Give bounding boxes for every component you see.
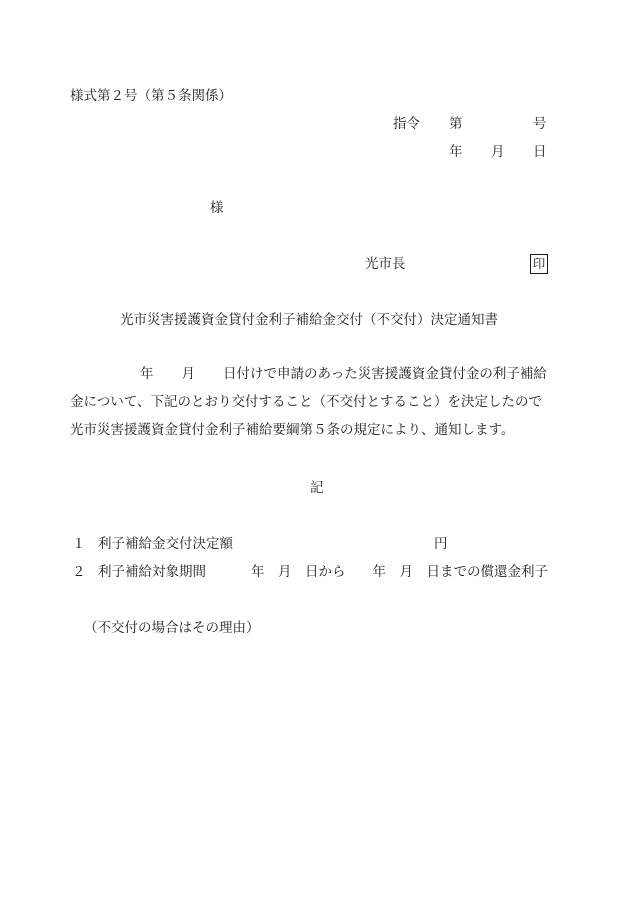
body-line-1-text: 日付けで申請のあった災害援護資金貸付金の利子補給 (223, 366, 547, 382)
body-line-3: 光市災害援護資金貸付金利子補給要綱第５条の規定により、通知します。 (70, 422, 515, 438)
body-line-1 (70, 368, 580, 396)
item-1-label: 利子補給金交付決定額 (98, 536, 233, 552)
item-2-number: ２ (72, 564, 86, 580)
number-suffix: 号 (533, 116, 547, 132)
reason-note: （不交付の場合はその理由） (84, 620, 260, 636)
body-year-label: 年 (140, 366, 154, 382)
item-2-label: 利子補給対象期間 (98, 564, 206, 580)
body-line-2: 金について、下記のとおり交付すること（不交付とすること）を決定したので (70, 394, 542, 410)
body-text (70, 368, 580, 452)
date-year-label: 年 (449, 144, 463, 160)
form-number: 様式第２号（第５条関係） (70, 88, 232, 104)
item-1-yen-unit: 円 (434, 536, 448, 552)
recipient-honorific: 様 (210, 200, 224, 216)
ki-heading: 記 (310, 480, 324, 496)
date-day-label: 日 (533, 144, 547, 160)
item-2-period: 年 月 日から 年 月 日までの償還金利子 (251, 564, 548, 580)
date-month-label: 月 (491, 144, 505, 160)
number-prefix: 第 (449, 116, 463, 132)
item-1-number: １ (72, 536, 86, 552)
body-month-label: 月 (181, 366, 195, 382)
issuer-title: 光市長 (365, 256, 406, 272)
directive-label: 指令 (393, 116, 420, 132)
document-title: 光市災害援護資金貸付金利子補給金交付（不交付）決定通知書 (120, 312, 498, 328)
seal-mark: 印 (530, 254, 548, 274)
